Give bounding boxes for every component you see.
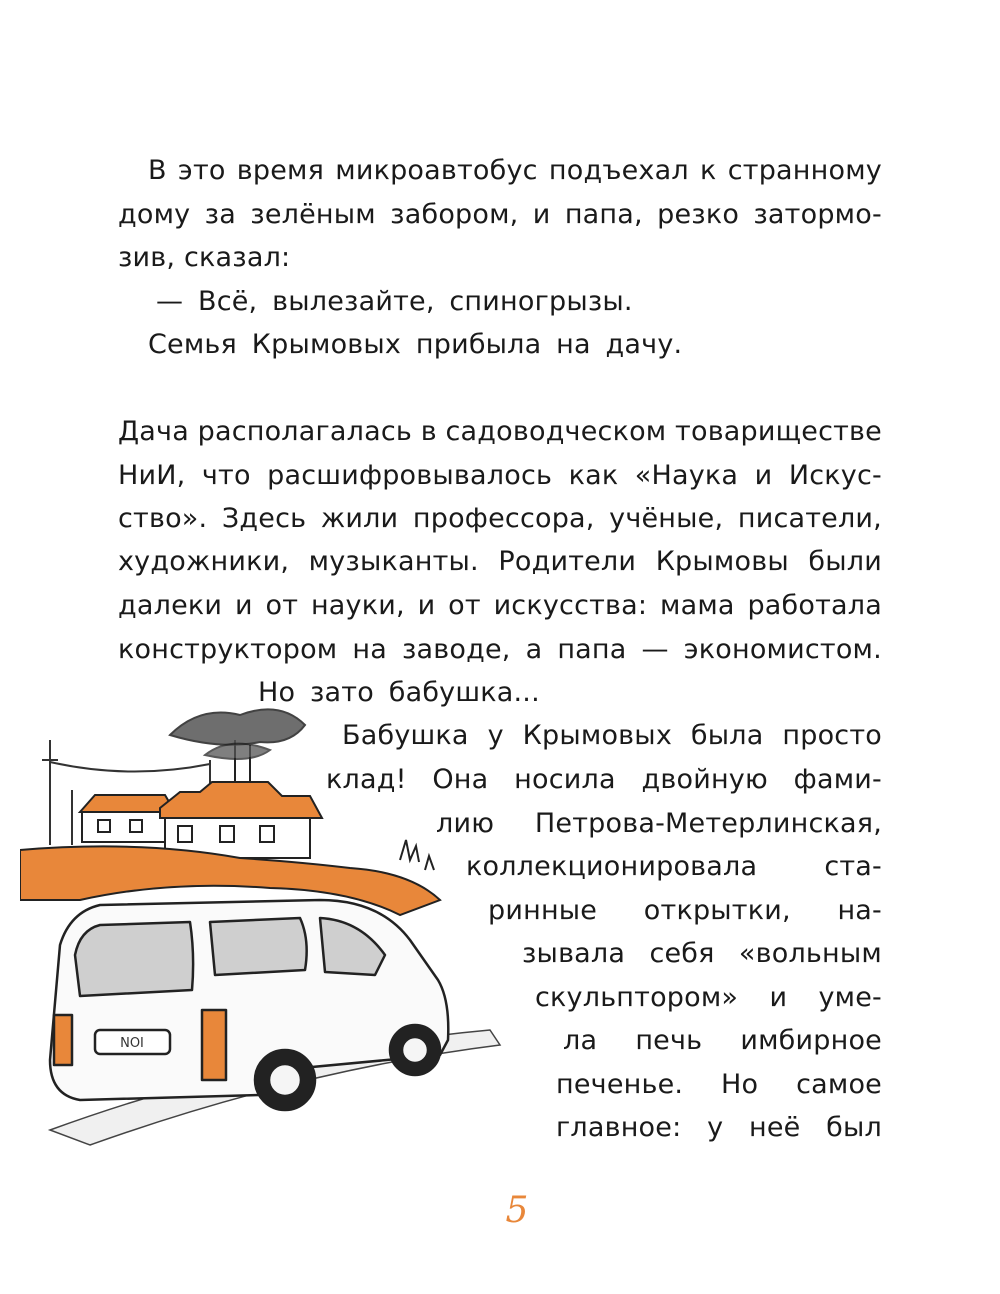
word: как	[568, 460, 619, 491]
text-line	[118, 505, 882, 532]
word: писатели,	[737, 503, 882, 534]
word: и	[417, 590, 436, 621]
word: за	[204, 199, 236, 230]
illustration-van-and-houses	[20, 700, 520, 1150]
word: и	[532, 199, 551, 230]
word: у	[707, 1112, 724, 1143]
word: это	[177, 155, 226, 186]
text-line	[488, 897, 882, 924]
word: уме-	[818, 982, 882, 1013]
word: художники,	[118, 546, 290, 577]
text-line: — Всё, вылезайте, спиногрызы.	[156, 286, 633, 317]
word: конструктором	[118, 634, 338, 665]
word: и	[754, 460, 773, 491]
word: резко	[657, 199, 740, 230]
word: учёные,	[609, 503, 724, 534]
text-line	[118, 201, 882, 228]
word: а	[525, 634, 543, 665]
text-line: Семья Крымовых прибыла на дачу.	[148, 329, 683, 360]
word: время	[236, 155, 325, 186]
word: располагалась	[197, 416, 413, 447]
word: заводе,	[401, 634, 511, 665]
word: Крымовы	[655, 546, 789, 577]
word: себя	[649, 938, 715, 969]
word: был	[826, 1112, 882, 1143]
word: Родители	[498, 546, 637, 577]
word: скульптором»	[535, 982, 739, 1013]
word: Но	[721, 1069, 759, 1100]
word: В	[148, 155, 167, 186]
word: от	[448, 590, 481, 621]
word: —	[641, 634, 669, 665]
word: зелёным	[250, 199, 376, 230]
word: забором,	[390, 199, 519, 230]
van-icon	[50, 900, 448, 1110]
word: фами-	[793, 764, 882, 795]
word: лию	[436, 808, 495, 839]
word: у	[487, 720, 504, 751]
text-line	[118, 548, 882, 575]
word: ста-	[824, 851, 882, 882]
word: «Наука	[634, 460, 739, 491]
word: и	[769, 982, 788, 1013]
word: Крымовых	[522, 720, 672, 751]
word: ство».	[118, 503, 208, 534]
word: Петрова-Метерлинская,	[534, 808, 882, 839]
text-line	[118, 592, 882, 619]
word: к	[700, 155, 717, 186]
word: папа	[557, 634, 627, 665]
word: что	[201, 460, 251, 491]
word: открытки,	[643, 895, 791, 926]
word: НиИ,	[118, 460, 186, 491]
word: клад!	[326, 764, 407, 795]
van-plate: NOI	[120, 1036, 144, 1051]
text-line	[118, 462, 882, 489]
word: искусства:	[493, 590, 648, 621]
word: садоводческом	[445, 416, 667, 447]
text-line: Но зато бабушка...	[258, 677, 540, 708]
word: печь	[635, 1025, 703, 1056]
word: науки,	[310, 590, 405, 621]
word: подъехал	[548, 155, 689, 186]
text-line	[466, 853, 882, 880]
word: расшифровывалось	[267, 460, 553, 491]
word: затормо-	[753, 199, 882, 230]
text-line	[556, 1071, 882, 1098]
word: Дача	[118, 416, 189, 447]
word: и	[234, 590, 253, 621]
text-line	[563, 1027, 882, 1054]
word: носила	[514, 764, 616, 795]
word: далеки	[118, 590, 223, 621]
house-icon	[160, 782, 322, 858]
word: в	[420, 416, 437, 447]
word: товариществе	[675, 416, 882, 447]
word: ла	[563, 1025, 598, 1056]
word: просто	[782, 720, 882, 751]
text-line	[522, 940, 882, 967]
word: мама	[660, 590, 735, 621]
word: была	[690, 720, 764, 751]
text-line	[535, 984, 882, 1011]
text-line	[118, 418, 882, 445]
word: на	[352, 634, 387, 665]
word: неё	[748, 1112, 801, 1143]
word: были	[808, 546, 882, 577]
word: коллекционировала	[466, 851, 758, 882]
text-line: зив, сказал:	[118, 242, 291, 273]
word: музыканты.	[308, 546, 479, 577]
word: работала	[747, 590, 882, 621]
word: главное:	[556, 1112, 682, 1143]
word: двойную	[641, 764, 768, 795]
word: ринные	[488, 895, 598, 926]
page-number: 5	[505, 1190, 529, 1231]
word: странному	[727, 155, 882, 186]
word: зывала	[522, 938, 626, 969]
word: самое	[796, 1069, 882, 1100]
word: экономистом.	[683, 634, 882, 665]
word: имбирное	[740, 1025, 882, 1056]
word: папа,	[564, 199, 643, 230]
word: на-	[837, 895, 882, 926]
text-line	[556, 1114, 882, 1141]
word: печенье.	[556, 1069, 684, 1100]
word: Искус-	[788, 460, 882, 491]
word: Она	[432, 764, 489, 795]
word: профессора,	[412, 503, 595, 534]
word: микроавтобус	[335, 155, 538, 186]
grass-icon	[400, 840, 434, 870]
word: Здесь	[221, 503, 307, 534]
word: от	[265, 590, 299, 621]
text-line	[148, 157, 882, 184]
word: «вольным	[738, 938, 882, 969]
word: Бабушка	[342, 720, 469, 751]
word: жили	[320, 503, 399, 534]
word: дому	[118, 199, 191, 230]
text-line	[118, 636, 882, 663]
